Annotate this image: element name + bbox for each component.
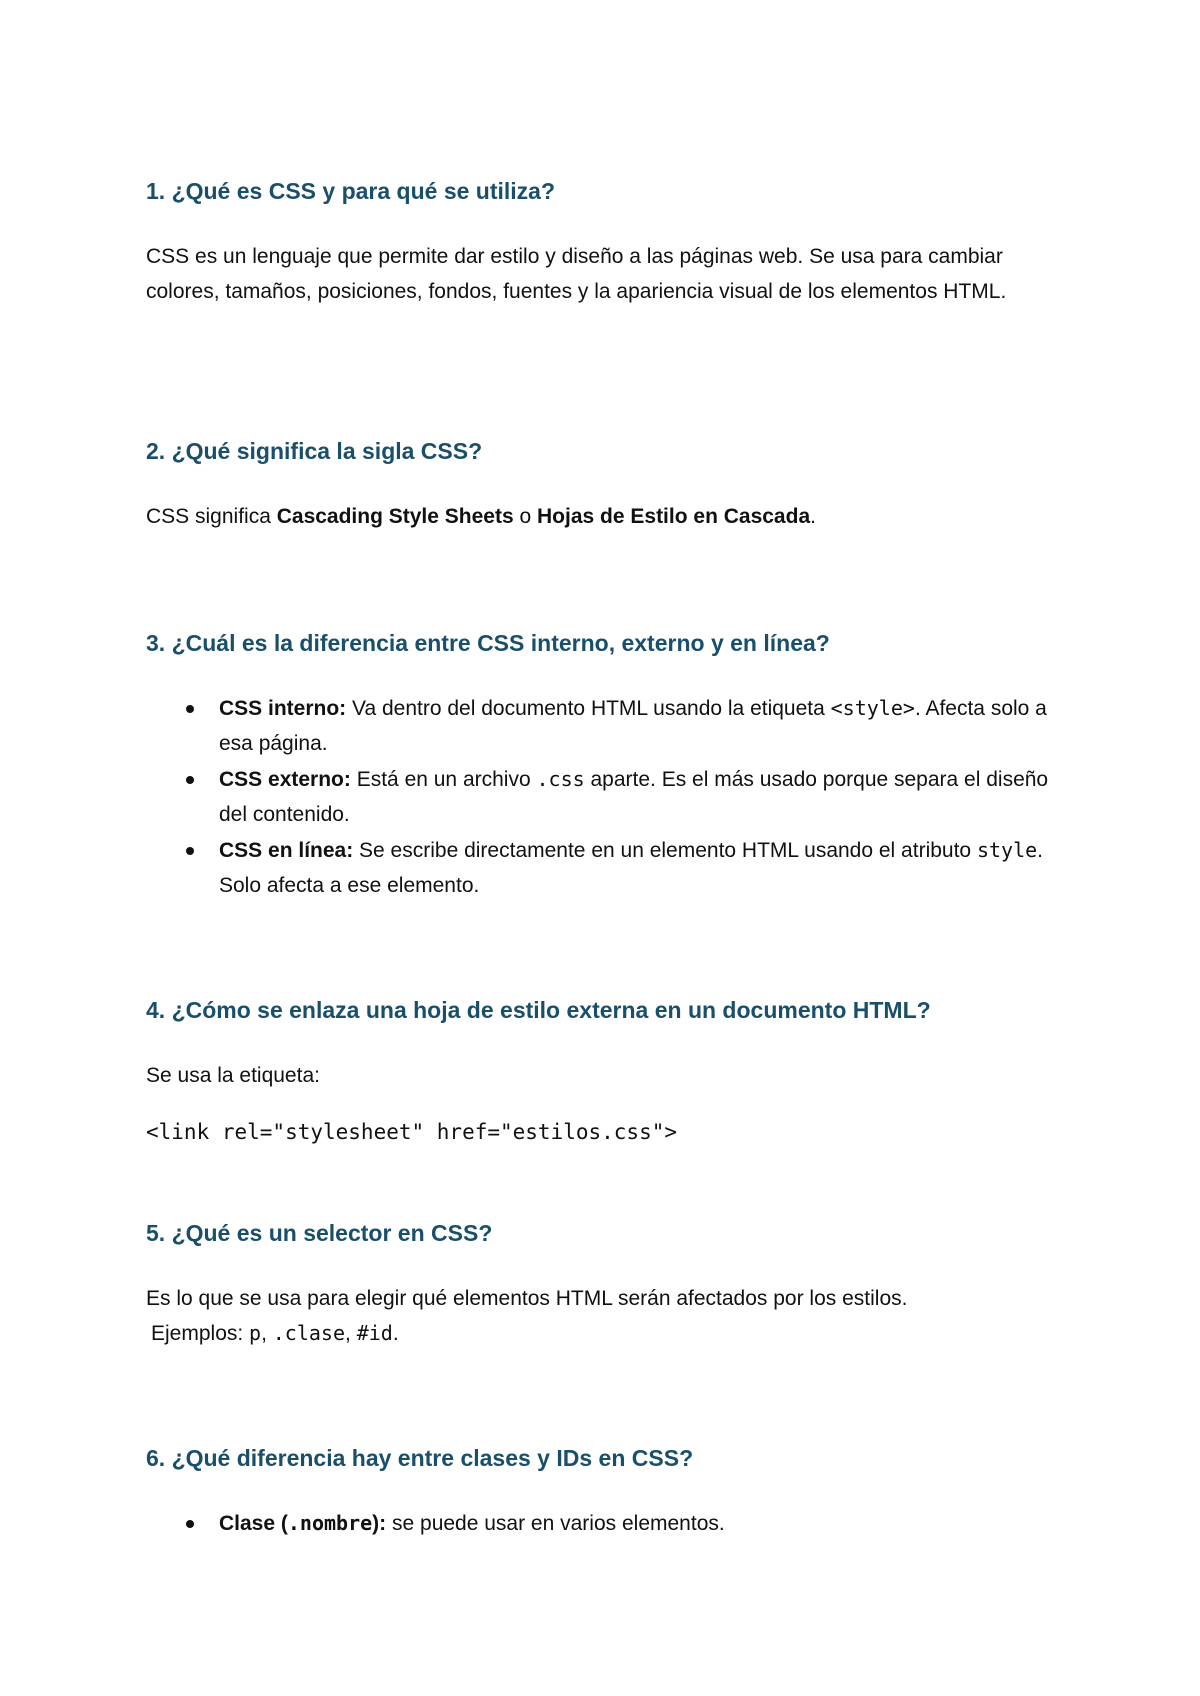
section-6 bbox=[146, 1445, 1076, 1541]
item-label: Clase ( bbox=[219, 1511, 288, 1535]
section-4-heading: 4. ¿Cómo se enlaza una hoja de estilo externa en un documento HTML? bbox=[146, 997, 931, 1023]
code-snippet: <link rel="stylesheet" href="estilos.css"> bbox=[146, 1119, 678, 1144]
section-2-bold-spanish: Hojas de Estilo en Cascada bbox=[537, 504, 811, 528]
item-text-end: . Afecta solo a esa página. bbox=[219, 696, 1047, 755]
bullet-icon bbox=[186, 705, 194, 713]
item-code: .css bbox=[536, 766, 585, 791]
item-code: .nombre bbox=[287, 1510, 373, 1535]
section-2-prefix: CSS significa bbox=[146, 504, 277, 528]
examples-sep: , bbox=[261, 1321, 273, 1345]
bullet-icon bbox=[186, 776, 194, 784]
item-text-end: . Solo afecta a ese elemento. bbox=[219, 838, 1044, 897]
section-1-heading: 1. ¿Qué es CSS y para qué se utiliza? bbox=[146, 178, 556, 204]
section-3-list bbox=[146, 691, 1076, 903]
section-6-list bbox=[146, 1506, 1076, 1541]
example-code: .clase bbox=[272, 1320, 346, 1345]
section-3 bbox=[146, 630, 1076, 903]
section-2-suffix: . bbox=[810, 504, 816, 528]
bullet-icon bbox=[186, 847, 194, 855]
section-6-heading: 6. ¿Qué diferencia hay entre clases y IDs en CSS? bbox=[146, 1445, 694, 1471]
section-2-heading: 2. ¿Qué significa la sigla CSS? bbox=[146, 438, 483, 464]
item-text: Va dentro del documento HTML usando la etiqueta bbox=[346, 696, 831, 720]
section-5-body: Es lo que se usa para elegir qué elementos HTML serán afectados por los estilos. bbox=[146, 1286, 908, 1310]
item-code: style bbox=[976, 837, 1038, 862]
item-label: CSS externo: bbox=[219, 767, 351, 791]
example-code: p bbox=[249, 1320, 262, 1345]
section-5-heading: 5. ¿Qué es un selector en CSS? bbox=[146, 1220, 493, 1246]
bullet-icon bbox=[186, 1520, 194, 1528]
section-4 bbox=[146, 997, 1076, 1150]
examples-suffix: . bbox=[392, 1321, 399, 1345]
examples-prefix: Ejemplos: bbox=[151, 1321, 250, 1345]
list-item bbox=[146, 691, 1076, 761]
list-item bbox=[146, 833, 1076, 903]
item-label-end: ): bbox=[372, 1511, 387, 1535]
item-code: <style> bbox=[830, 695, 915, 720]
section-2-mid: o bbox=[513, 504, 538, 528]
section-2 bbox=[146, 438, 1076, 534]
section-1 bbox=[146, 178, 1076, 309]
section-2-body bbox=[146, 499, 1076, 534]
section-2-bold-english: Cascading Style Sheets bbox=[276, 504, 514, 528]
section-5-examples bbox=[146, 1316, 1076, 1351]
section-5 bbox=[146, 1220, 1076, 1351]
section-3-heading: 3. ¿Cuál es la diferencia entre CSS interno, externo y en línea? bbox=[146, 630, 830, 656]
list-item bbox=[146, 762, 1076, 832]
item-label: CSS interno: bbox=[219, 696, 347, 720]
item-label: CSS en línea: bbox=[219, 838, 354, 862]
example-code: #id bbox=[356, 1320, 393, 1345]
item-text: se puede usar en varios elementos. bbox=[386, 1511, 725, 1535]
list-item bbox=[146, 1506, 1076, 1541]
examples-sep: , bbox=[345, 1321, 357, 1345]
item-text-end: aparte. Es el más usado porque separa el diseño del contenido. bbox=[219, 767, 1049, 826]
section-4-body: Se usa la etiqueta: bbox=[146, 1063, 320, 1087]
item-text: Se escribe directamente en un elemento HTML usando el atributo bbox=[353, 838, 977, 862]
item-text: Está en un archivo bbox=[350, 767, 537, 791]
section-1-body: CSS es un lenguaje que permite dar estilo y diseño a las páginas web. Se usa para cambiar colores, tamaños, posiciones, fondos, fuentes y la apariencia visual de los elementos HTML. bbox=[146, 244, 1007, 303]
